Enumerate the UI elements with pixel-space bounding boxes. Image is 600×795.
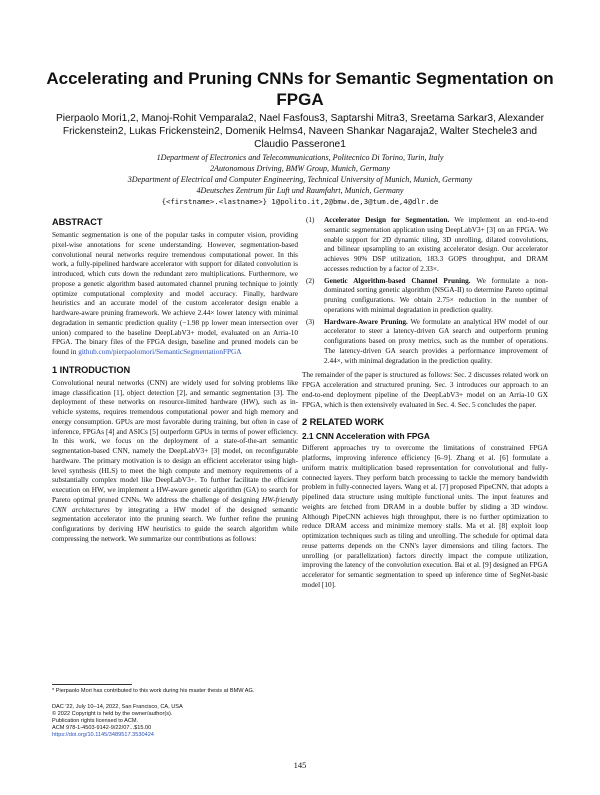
affiliations [40,152,560,207]
affiliation: 3Department of Electrical and Computer Engineering, Technical University of Munich, Munich, Germany [127,175,473,184]
fpga-acceleration-subheading: 2.1 CNN Acceleration with FPGA [302,431,430,442]
footnote-text: * Pierpaolo Mori has contributed to this work during his master thesis at BMW AG. [52,688,255,694]
right-column [302,216,548,591]
introduction-text: Convolutional neural networks (CNN) are widely used for solving problems like image classification [1], object detection [2], and semantic segmentation [3]. The deployment of these networks on resource-limited hardware (HW), such as in-vehicle systems, requires tremendous computational power and high memory and energy consumption. GPUs are most favorable during training, but often in case of inference, FPGAs [4] and ASICs [5] outperform GPUs in terms of power efficiency. In this work, we focus on the deployment of a state-of-the-art semantic segmentation-based CNN, namely the DeepLabV3+ [3] model, on reconfigurable hardware. The primary motivation is to design an efficient accelerator using high-level synthesis (HLS) to meet the high compute and memory requirements of a substantially complex model like DeepLabV3+. To further facilitate the efficient execution on HW, we implement a HW-aware genetic algorithm (GA) to search for Pareto optimal pruned CNNs. We address the challenge of designing HW-friendly CNN architectures by integrating a HW model of the designed semantic segmentation accelerator into the pruning search. We further refine the pruning configurations by deriving HW heuristics to guide the search algorithm while compressing the network. We summarize our contributions as follows: [52,378,299,543]
publication-meta: DAC '22, July 10–14, 2022, San Francisco, CA, USA © 2022 Copyright is held by the owner/author(s). Publication rights licensed to ACM. ACM 978-1-4503-9142-9/22/07...$15.00 https://doi.org/10.1145/3489517.3530424 [52,704,298,739]
related-work-text: Different approaches try to overcome the limitations of constrained FPGA platforms, improving inference efficiency [6–9]. Zhang et al. [6] formulate a uniform matrix multiplication based representation for convolutional and fully-connected layers. They perform batch processing to tackle the memory bandwidth problem in fully-connected layers. Wang et al. [7] proposed PipeCNN, that adopts a pipelined data structure using multiple functional units. The input features and weights are fetched from DRAM in a double buffer by sliding a 3D window. Although PipeCNN achieves high throughput, there is no further optimization to reduce DRAM access and minimize memory stalls. Ma et al. [8] exploit loop optimization techniques such as tiling and unrolling. The schedule for optimal data reuse patterns depends on the CNN's layer dimensions and tiling factors. The unrolling (or parallelization) factors directly impact the compute utilization, improving the latency of the convolution execution. Bai et al. [9] designed an FPGA accelerator for semantic segmentation to speed up inference time of SegNet-basic model [10]. [302,444,548,589]
contribution-item: (1) Accelerator Design for Segmentation. We implement an end-to-end semantic segmentation application using DeepLabV3+ [3] on an FPGA. We enable support for 2D dynamic tiling, 3D unrolling, dilated convolutions, and bilinear upsampling to an existing accelerator design. Our accelerator achieves 90% DSP utilization, 183.3 GOPS throughput, and DRAM accesses reduction by a factor of 2.33×. [306,216,549,273]
footnote-block [52,684,298,739]
paper-outline: The remainder of the paper is structured as follows: Sec. 2 discusses related work on FPGA acceleration and structured pruning. Sec. 3 introduces our approach to an end-to-end deployment pipeline of the DeepLabV3+ model on an Arria-10 GX FPGA, which is then extensively evaluated in Sec. 4. Sec. 5 concludes the paper. [302,371,548,409]
abstract-heading: ABSTRACT [52,217,103,227]
github-link[interactable]: github.com/pierpaolomori/SemanticSegmentationFPGA [78,348,242,356]
introduction-heading: 1 INTRODUCTION [52,364,131,375]
contribution-item: (2) Genetic Algorithm-based Channel Pruning. We formulate a non-dominated sorting genetic algorithm (NSGA-II) to determine Pareto optimal pruning configurations. We obtain 2.75× reduction in the number of operations with minimal degradation in prediction quality. [306,276,549,314]
page-number: 145 [293,760,307,770]
contribution-list [302,216,548,366]
related-work-heading: 2 RELATED WORK [302,417,385,428]
paper-title: Accelerating and Pruning CNNs for Semantic Segmentation on FPGA [46,69,554,109]
left-column [52,216,298,545]
doi-link[interactable]: https://doi.org/10.1145/3489517.3530424 [52,731,154,738]
author-line: Frickenstein2, Lukas Frickenstein2, Domenik Helms4, Naveen Shankar Nagaraja2, Walter Stechele3 and [62,126,538,137]
author-line: Pierpaolo Mori1,2, Manoj-Rohit Vemparala2, Nael Fasfous3, Saptarshi Mitra3, Sreetama Sarkar3, Alexander [55,113,545,124]
author-emails: {<firstname>.<lastname>} 1@polito.it,2@bmw.de,3@tum.de,4@dlr.de [161,197,439,206]
affiliation: 4Deutsches Zentrum für Luft und Raumfahrt, Munich, Germany [196,186,404,195]
affiliation: 1Department of Electronics and Telecommunications, Politecnico Di Torino, Turin, Italy [156,153,444,162]
contribution-item: (3) Hardware-Aware Pruning. We formulate an analytical HW model of our accelerator to steer a latency-driven GA search and outperform pruning configurations based on proxy metrics, such as the number of operations. The latency-driven GA search provides a performance improvement of 2.44×, with minimal degradation in the prediction quality. [306,317,548,365]
author-list [40,112,560,151]
abstract-text: Semantic segmentation is one of the popular tasks in computer vision, providing pixel-wise annotations for scene understanding. However, segmentation-based convolutional neural networks require tremendous computational power. In this work, a fully-pipelined hardware accelerator with support for dilated convolution is introduced, which cuts down the redundant zero multiplications. Furthermore, we propose a genetic algorithm based automated channel pruning technique to jointly optimize computational complexity and model accuracy. Finally, hardware heuristics and an accurate model of the custom accelerator design enable a hardware-aware pruning framework. We achieve 2.44× lower latency with minimal degradation in semantic prediction quality (−1.98 pp lower mean intersection over union) compared to the baseline DeepLabV3+ model, evaluated on an Arria-10 FPGA. The binary files of the FPGA design, baseline and pruned models can be found in github.com/pierpaolomori/SemanticSegmentationFPGA [52,231,298,356]
author-line: Claudio Passerone1 [254,139,346,150]
affiliation: 2Autonomous Driving, BMW Group, Munich, Germany [210,164,390,173]
